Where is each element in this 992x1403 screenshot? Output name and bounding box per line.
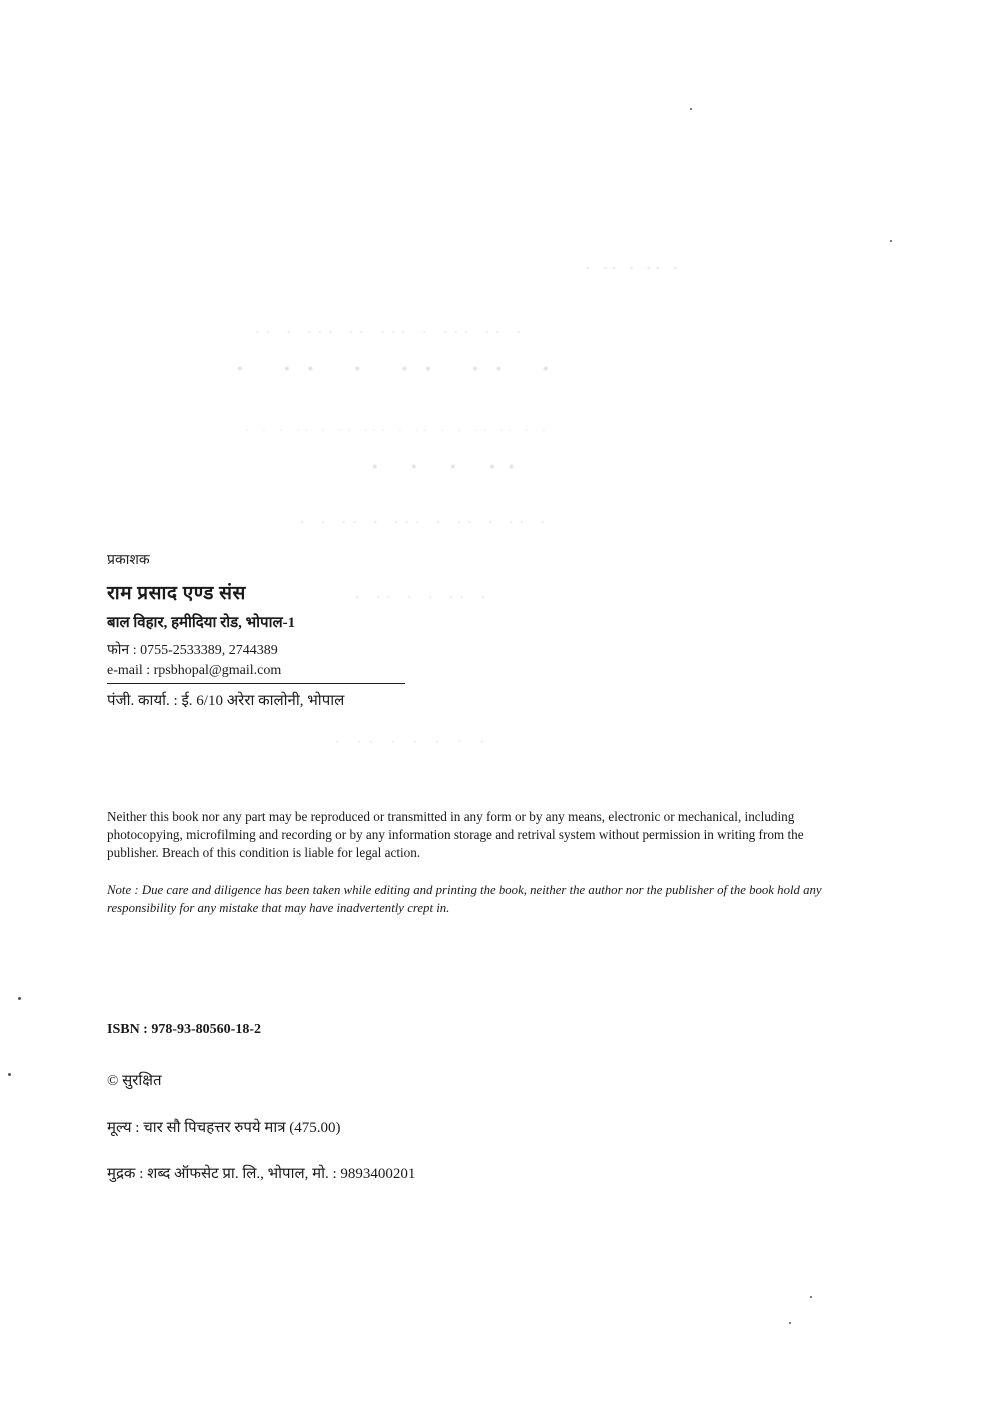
publisher-address: बाल विहार, हमीदिया रोड, भोपाल-1 xyxy=(107,615,296,631)
publisher-label: प्रकाशक xyxy=(107,553,150,568)
publisher-email: e-mail : rpsbhopal@gmail.com xyxy=(107,663,282,678)
publisher-block xyxy=(107,550,407,710)
price-line: मूल्य : चार सौ पिचहत्तर रुपये मात्र (475.00) xyxy=(107,1120,341,1136)
divider xyxy=(107,683,405,684)
publisher-name: राम प्रसाद एण्ड संस xyxy=(107,583,246,604)
show-through-ghost: · · · ·· · ·· ··· · ·· · · ·· ·· · · xyxy=(245,424,551,437)
show-through-ghost: · · ·· · ··· · ·· · ·· · xyxy=(300,515,551,531)
show-through-ghost: · ·· · ·· · xyxy=(585,258,681,279)
show-through-ghost: · · · ·· xyxy=(370,450,527,485)
disclaimer-note: Note : Due care and diligence has been taken while editing and printing the book, neither the author nor the publisher of the book hold any responsibility for any mistake that may have inadvertently crept in. xyxy=(107,883,822,915)
rights-notice: Neither this book nor any part may be reproduced or transmitted in any form or by any means, electronic or mechanical, including photocopying, microfilming and recording or by any information storage and retrival system without permission in writing from the publisher. Breach of this condition is liable for legal action. xyxy=(107,809,804,860)
registered-office: पंजी. कार्या. : ई. 6/10 अरेरा कालोनी, भोपाल xyxy=(107,693,345,709)
show-through-ghost: · ·· · ·· ·· · xyxy=(235,352,565,387)
publisher-phone: फोन : 0755-2533389, 2744389 xyxy=(107,643,278,658)
copyright-line: © सुरक्षित xyxy=(107,1073,162,1089)
printer-line: मुद्रक : शब्द ऑफसेट प्रा. लि., भोपाल, मो. : 9893400201 xyxy=(107,1166,416,1182)
show-through-ghost: · ·· · · · · · xyxy=(335,735,491,750)
isbn: ISBN : 978-93-80560-18-2 xyxy=(107,1022,261,1037)
show-through-ghost: · ·· · · ·· · xyxy=(355,590,491,606)
show-through-ghost: ·· · ··· ·· ··· · ··· ·· · xyxy=(255,325,527,341)
